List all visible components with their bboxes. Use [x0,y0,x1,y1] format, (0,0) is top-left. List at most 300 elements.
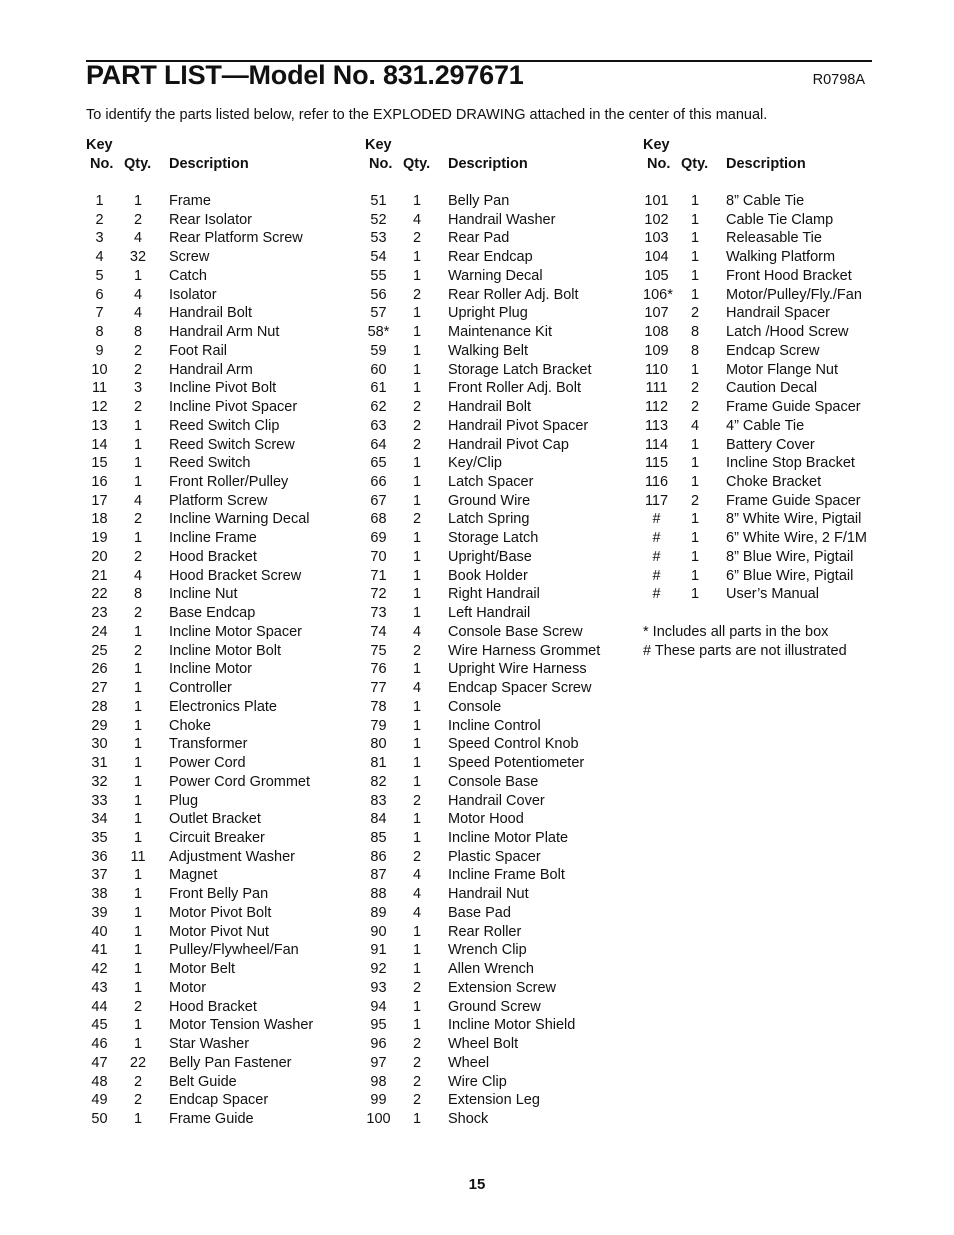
part-description: Console [448,698,502,715]
part-description: Incline Pivot Spacer [169,399,298,416]
part-key-number: 4 [95,249,104,266]
part-key-number: 107 [644,305,669,322]
part-key-number: 104 [644,249,669,266]
part-quantity: 1 [133,1036,143,1053]
part-key-number: # [652,530,661,547]
part-key-number: 13 [91,417,108,434]
part-key-number: 36 [91,848,108,865]
part-key-number: 115 [644,455,669,472]
part-quantity: 1 [690,249,700,266]
part-quantity: 4 [133,567,143,584]
part-quantity: 4 [133,230,143,247]
part-key-number: 55 [370,267,387,284]
part-key-number: 81 [370,755,387,772]
part-key-number: 87 [370,867,387,884]
part-key-number: 18 [91,511,108,528]
part-quantity: 1 [133,623,143,640]
part-quantity: 4 [690,417,700,434]
document-code: R0798A [812,72,865,88]
part-description: Plastic Spacer [448,848,541,865]
part-quantity: 4 [133,492,143,509]
part-quantity: 2 [412,399,422,416]
part-quantity: 2 [690,492,700,509]
part-key-number: 105 [644,267,669,284]
part-key-number: 90 [370,923,387,940]
header-key: Key [86,137,113,153]
part-key-number: 33 [91,792,108,809]
part-key-number: 93 [370,979,387,996]
part-quantity: 1 [412,942,422,959]
part-key-number: 10 [91,361,108,378]
part-quantity: 8 [690,342,700,359]
part-quantity: 2 [412,1073,422,1090]
part-description: Endcap Screw [726,342,820,359]
part-key-number: 78 [370,698,387,715]
part-key-number: 23 [91,605,108,622]
part-description: Rear Pad [448,230,510,247]
part-key-number: 112 [644,399,669,416]
part-quantity: 1 [412,455,422,472]
part-description: Reed Switch [169,455,251,472]
part-description: Incline Stop Bracket [726,455,855,472]
header-key: Key [643,137,670,153]
part-description: Base Endcap [169,605,256,622]
header-key: Key [365,137,392,153]
part-key-number: 53 [370,230,387,247]
part-description: Wrench Clip [448,942,527,959]
part-key-number: 52 [370,211,387,228]
part-description: Foot Rail [169,342,228,359]
part-quantity: 1 [412,342,422,359]
part-key-number: # [652,586,661,603]
part-description: 8” Cable Tie [726,193,805,209]
part-key-number: 108 [644,324,669,341]
part-quantity: 1 [690,455,700,472]
part-description: Motor Pivot Nut [169,923,269,940]
part-quantity: 1 [133,717,143,734]
part-description: Left Handrail [448,605,531,622]
part-quantity: 1 [133,417,143,434]
part-key-number: 99 [370,1092,387,1109]
part-quantity: 1 [412,1017,422,1034]
part-quantity: 1 [133,698,143,715]
part-description: Frame [169,193,211,209]
part-description: Console Base [448,773,539,790]
part-description: Front Hood Bracket [726,267,852,284]
part-key-number: 100 [366,1110,391,1127]
part-key-number: 20 [91,548,108,565]
part-key-number: 41 [91,942,108,959]
part-description: Upright/Base [448,548,532,565]
part-description: 6” White Wire, 2 F/1M [726,530,867,547]
part-quantity: 4 [412,886,422,903]
part-quantity: 1 [690,567,700,584]
part-key-number: 64 [370,436,387,453]
part-key-number: 15 [91,455,108,472]
part-quantity: 4 [412,867,422,884]
part-key-number: 116 [644,474,669,491]
part-key-number: # [652,548,661,565]
part-description: Upright Wire Harness [448,661,587,678]
part-quantity: 1 [412,380,422,397]
part-quantity: 1 [412,736,422,753]
part-quantity: 2 [412,979,422,996]
part-quantity: 2 [690,380,700,397]
part-quantity: 1 [133,942,143,959]
part-description: Incline Nut [169,586,238,603]
part-description: Handrail Arm Nut [169,324,280,341]
part-quantity: 1 [690,193,700,209]
part-description: Reed Switch Clip [169,417,280,434]
part-description: Motor Pivot Bolt [169,904,272,921]
part-description: Rear Roller [448,923,522,940]
part-description: Handrail Bolt [448,399,532,416]
part-key-number: 48 [91,1073,108,1090]
part-key-number: 7 [95,305,104,322]
part-key-number: 51 [370,193,387,209]
part-description: Caution Decal [726,380,818,397]
part-key-number: # [652,511,661,528]
part-key-number: 61 [370,380,387,397]
part-description: 6” Blue Wire, Pigtail [726,567,854,584]
part-quantity: 1 [412,193,422,209]
part-key-number: 32 [91,773,108,790]
part-description: Endcap Spacer Screw [448,680,592,697]
part-key-number: 89 [370,904,387,921]
part-key-number: 96 [370,1036,387,1053]
part-description: Console Base Screw [448,623,583,640]
part-description: Belly Pan Fastener [169,1054,292,1071]
part-quantity: 1 [412,474,422,491]
header-description: Description [169,156,249,172]
part-description: Platform Screw [169,492,268,509]
part-description: Releasable Tie [726,230,822,247]
part-key-number: 2 [95,211,104,228]
part-key-number: 19 [91,530,108,547]
part-description: Transformer [169,736,248,753]
part-quantity: 1 [690,267,700,284]
part-key-number: 88 [370,886,387,903]
part-key-number: 27 [91,680,108,697]
part-quantity: 1 [690,436,700,453]
part-description: Motor Belt [169,961,236,978]
part-key-number: 42 [91,961,108,978]
part-key-number: 43 [91,979,108,996]
part-description: Controller [169,680,232,697]
part-description: Front Belly Pan [169,886,269,903]
header-description: Description [726,156,806,172]
part-description: Power Cord Grommet [169,773,311,790]
part-quantity: 2 [412,436,422,453]
part-quantity: 4 [133,286,143,303]
part-key-number: 50 [91,1110,108,1127]
part-key-number: 12 [91,399,108,416]
part-key-number: 40 [91,923,108,940]
intro-text: To identify the parts listed below, refer to the EXPLODED DRAWING attached in the center of this manual. [86,107,768,123]
part-key-number: 109 [644,342,669,359]
part-key-number: 82 [370,773,387,790]
header-no: No. [90,156,114,172]
part-description: Hood Bracket [169,998,257,1015]
part-description: Maintenance Kit [448,324,552,341]
part-key-number: 72 [370,586,387,603]
part-quantity: 1 [133,773,143,790]
page-number: 15 [468,1176,486,1193]
part-quantity: 1 [133,193,143,209]
footnote-not-illustrated: # These parts are not illustrated [643,642,847,659]
part-key-number: 70 [370,548,387,565]
part-description: Allen Wrench [448,961,534,978]
part-key-number: 45 [91,1017,108,1034]
part-quantity: 1 [412,923,422,940]
part-quantity: 1 [412,530,422,547]
part-key-number: 31 [91,755,108,772]
part-description: Frame Guide Spacer [726,399,861,416]
page-title: PART LIST—Model No. 831.297671 [86,60,524,90]
part-key-number: 17 [91,492,108,509]
part-description: Belt Guide [169,1073,237,1090]
part-key-number: 86 [370,848,387,865]
footnotes [643,623,847,660]
part-quantity: 1 [690,286,700,303]
part-description: Pulley/Flywheel/Fan [169,942,299,959]
part-description: Star Washer [169,1036,250,1053]
part-quantity: 1 [412,998,422,1015]
part-quantity: 1 [412,249,422,266]
part-description: Electronics Plate [169,698,277,715]
part-quantity: 1 [133,661,143,678]
part-description: Adjustment Washer [169,848,295,865]
part-quantity: 2 [133,399,143,416]
part-quantity: 2 [412,1054,422,1071]
part-description: Outlet Bracket [169,811,261,828]
part-description: Motor/Pulley/Fly./Fan [726,286,862,303]
part-key-number: 63 [370,417,387,434]
part-quantity: 8 [133,586,143,603]
part-key-number: 77 [370,680,387,697]
part-quantity: 2 [133,361,143,378]
part-description: Rear Endcap [448,249,533,266]
part-key-number: 102 [644,211,669,228]
part-quantity: 1 [133,961,143,978]
part-quantity: 4 [133,305,143,322]
part-quantity: 8 [133,324,143,341]
part-quantity: 1 [690,474,700,491]
part-key-number: 76 [370,661,387,678]
part-key-number: 1 [95,193,104,209]
part-description: Reed Switch Screw [169,436,295,453]
header-qty: Qty. [681,156,709,172]
part-quantity: 1 [133,1017,143,1034]
part-key-number: 97 [370,1054,387,1071]
part-description: Speed Potentiometer [448,755,585,772]
part-quantity: 1 [412,698,422,715]
part-key-number: 73 [370,605,387,622]
part-description: Extension Leg [448,1092,540,1109]
part-quantity: 1 [690,511,700,528]
part-description: Right Handrail [448,586,540,603]
part-description: Handrail Washer [448,211,556,228]
part-key-number: 9 [95,342,104,359]
part-key-number: 14 [91,436,108,453]
part-description: Upright Plug [448,305,528,322]
part-description: Ground Wire [448,492,531,509]
part-quantity: 1 [133,886,143,903]
part-key-number: 46 [91,1036,108,1053]
part-description: Motor Hood [448,811,524,828]
part-quantity: 1 [133,267,143,284]
part-quantity: 2 [133,1073,143,1090]
part-quantity: 8 [690,324,700,341]
part-quantity: 1 [690,211,700,228]
part-quantity: 1 [133,867,143,884]
part-description: Front Roller Adj. Bolt [448,380,581,397]
part-key-number: 71 [370,567,387,584]
part-description: Handrail Pivot Spacer [448,417,589,434]
part-quantity: 2 [133,342,143,359]
part-quantity: 1 [412,1110,422,1127]
part-quantity: 2 [412,848,422,865]
part-description: Shock [448,1110,489,1127]
part-key-number: 68 [370,511,387,528]
part-description: Motor Flange Nut [726,361,839,378]
part-description: Front Roller/Pulley [169,474,289,491]
part-description: Handrail Cover [448,792,545,809]
part-quantity: 22 [129,1054,147,1071]
part-quantity: 32 [129,249,147,266]
part-quantity: 1 [133,436,143,453]
part-key-number: 24 [91,623,108,640]
part-description: Book Holder [448,567,528,584]
part-key-number: 8 [95,324,104,341]
part-quantity: 1 [412,548,422,565]
part-description: Rear Platform Screw [169,230,303,247]
part-description: Rear Isolator [169,211,253,228]
part-quantity: 4 [412,623,422,640]
part-description: Walking Platform [726,249,836,266]
part-description: 4” Cable Tie [726,417,805,434]
part-key-number: 75 [370,642,387,659]
part-key-number: 91 [370,942,387,959]
part-quantity: 1 [690,530,700,547]
part-quantity: 1 [412,773,422,790]
part-quantity: 1 [690,361,700,378]
part-quantity: 2 [412,511,422,528]
part-key-number: 95 [370,1017,387,1034]
part-description: Wire Clip [448,1073,507,1090]
part-quantity: 4 [412,904,422,921]
part-description: Catch [169,267,207,284]
part-key-number: 47 [91,1054,108,1071]
part-key-number: 3 [95,230,104,247]
part-quantity: 1 [412,361,422,378]
part-quantity: 1 [133,755,143,772]
part-description: Battery Cover [726,436,815,453]
part-quantity: 2 [412,230,422,247]
part-key-number: 34 [91,811,108,828]
part-key-number: 114 [644,436,669,453]
part-description: Wheel [448,1054,490,1071]
part-description: Isolator [169,286,217,303]
part-description: Incline Motor [169,661,253,678]
part-key-number: 54 [370,249,387,266]
part-quantity: 1 [412,605,422,622]
part-description: Incline Pivot Bolt [169,380,277,397]
part-quantity: 2 [412,1092,422,1109]
part-key-number: 11 [91,380,108,397]
part-key-number: 6 [95,286,104,303]
part-quantity: 1 [690,586,700,603]
part-quantity: 1 [412,267,422,284]
part-description: Motor [169,979,207,996]
part-quantity: 2 [412,792,422,809]
part-key-number: 58* [367,324,390,341]
part-description: Latch /Hood Screw [726,324,849,341]
part-description: Frame Guide Spacer [726,492,861,509]
part-description: Incline Warning Decal [169,511,310,528]
part-key-number: 65 [370,455,387,472]
part-key-number: 28 [91,698,108,715]
part-key-number: 69 [370,530,387,547]
part-quantity: 1 [133,979,143,996]
part-description: Incline Control [448,717,541,734]
part-description: Key/Clip [448,455,502,472]
part-quantity: 1 [133,792,143,809]
part-key-number: 113 [644,417,669,434]
part-key-number: 80 [370,736,387,753]
part-key-number: 35 [91,829,108,846]
part-quantity: 1 [412,961,422,978]
part-description: Wheel Bolt [448,1036,519,1053]
part-description: Frame Guide [169,1110,254,1127]
part-key-number: 30 [91,736,108,753]
part-key-number: 26 [91,661,108,678]
part-description: Belly Pan [448,193,510,209]
part-quantity: 2 [133,511,143,528]
part-key-number: 38 [91,886,108,903]
part-key-number: 56 [370,286,387,303]
part-key-number: 103 [644,230,669,247]
header-no: No. [647,156,671,172]
part-key-number: 106* [643,286,673,303]
part-quantity: 1 [133,904,143,921]
part-description: Incline Motor Bolt [169,642,282,659]
part-key-number: 83 [370,792,387,809]
part-quantity: 1 [133,474,143,491]
part-description: Incline Frame [169,530,257,547]
part-quantity: 2 [690,399,700,416]
part-quantity: 4 [412,211,422,228]
part-description: Latch Spring [448,511,530,528]
part-key-number: 5 [95,267,104,284]
part-quantity: 1 [133,811,143,828]
part-quantity: 2 [412,642,422,659]
part-quantity: 1 [412,586,422,603]
part-description: Incline Motor Shield [448,1017,576,1034]
part-quantity: 2 [412,1036,422,1053]
part-quantity: 2 [133,548,143,565]
part-key-number: 117 [644,492,669,509]
part-description: Handrail Nut [448,886,529,903]
part-description: Ground Screw [448,998,541,1015]
part-quantity: 11 [130,848,146,865]
part-quantity: 1 [412,492,422,509]
part-description: Power Cord [169,755,246,772]
header-qty: Qty. [403,156,431,172]
part-quantity: 1 [412,324,422,341]
part-description: Choke [169,717,211,734]
part-description: Incline Motor Plate [448,829,569,846]
